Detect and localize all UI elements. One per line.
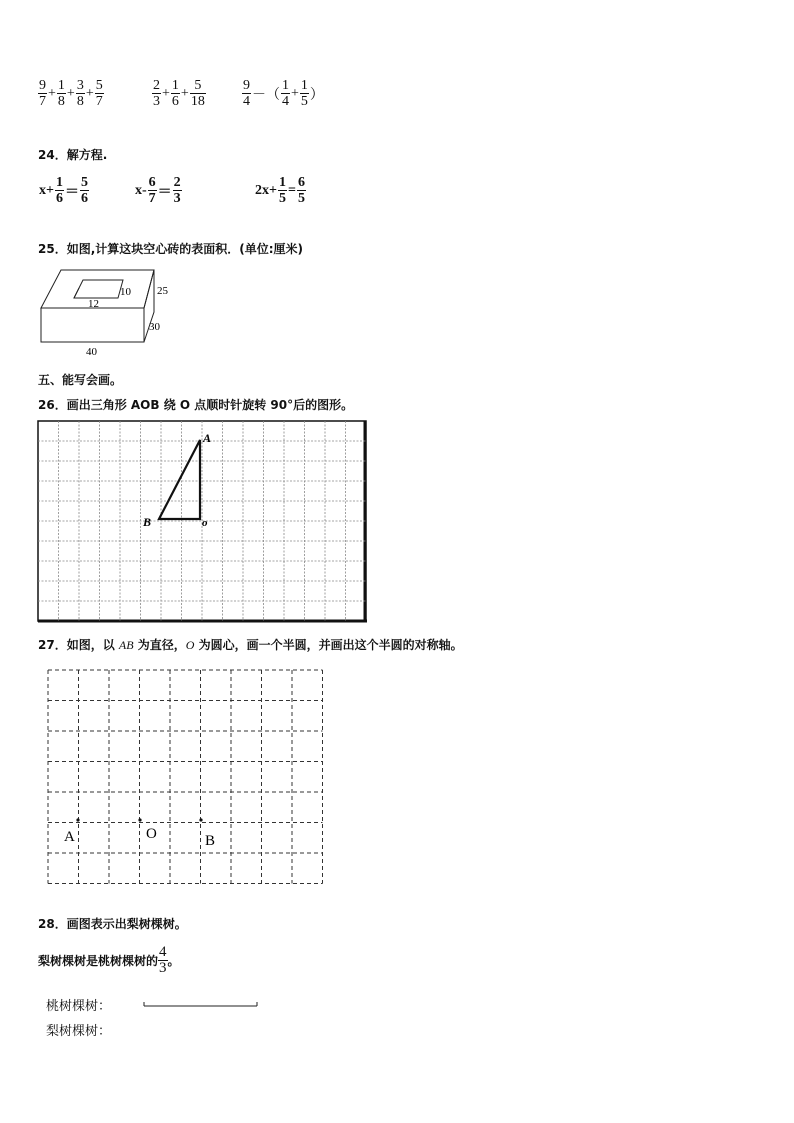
label-point-o: o xyxy=(202,517,208,529)
label-point-b: B xyxy=(143,515,152,529)
label-height: 30 xyxy=(149,321,160,333)
q24-title: 24．解方程. xyxy=(38,148,108,162)
fraction: $\frac{5}{18}$ xyxy=(190,78,205,109)
point-b-dot xyxy=(199,818,202,821)
fraction: $\frac{1}{6}$ xyxy=(171,78,179,109)
fraction: $\frac{5}{6}$ xyxy=(80,175,88,206)
label-hole-width: 12 xyxy=(88,298,99,310)
fraction: $\frac{9}{4}$ xyxy=(243,78,250,109)
label-point-a: A xyxy=(64,829,75,845)
fraction: $\frac{3}{8}$ xyxy=(76,78,84,109)
semicircle-grid xyxy=(46,668,326,886)
expression-row-2: $\frac{2}{3}$ + $\frac{1}{6}$ + $\frac{5}{18}$ xyxy=(153,78,205,109)
fraction: $\frac{9}{7}$ xyxy=(39,78,46,109)
q24-equation-1: x+ $\frac{1}{6}$ ＝ $\frac{5}{6}$ xyxy=(39,175,88,206)
peach-tree-label: 桃树棵树： xyxy=(46,999,112,1014)
fraction: $\frac{2}{3}$ xyxy=(173,175,181,206)
fraction: $\frac{2}{3}$ xyxy=(153,78,160,109)
label-width: 40 xyxy=(86,346,97,358)
label-depth: 25 xyxy=(157,285,168,297)
brick-front-face xyxy=(41,308,144,342)
pear-tree-label: 梨树棵树： xyxy=(46,1024,112,1039)
expression-row-1: $\frac{9}{7}$ + $\frac{1}{8}$ + $\frac{3}{8}$ + $\frac{5}{7}$ xyxy=(39,78,103,109)
label-point-b: B xyxy=(205,833,216,849)
q28-statement: 梨树棵树是桃树棵树的 $\frac{4}{3}$ 。 xyxy=(38,944,180,976)
fraction: $\frac{6}{7}$ xyxy=(148,175,156,206)
q26-title: 26．画出三角形 AOB 绕 O 点顺时针旋转 90°后的图形。 xyxy=(38,398,354,412)
fraction: $\frac{1}{8}$ xyxy=(57,78,65,109)
triangle-aob xyxy=(159,440,200,519)
rotation-grid xyxy=(37,420,369,624)
point-a-dot xyxy=(76,818,79,821)
fraction: $\frac{1}{6}$ xyxy=(55,175,63,206)
label-hole-depth: 10 xyxy=(120,286,131,298)
point-o-dot xyxy=(138,818,141,821)
peach-tree-bar xyxy=(143,999,259,1009)
fraction: $\frac{6}{5}$ xyxy=(297,175,305,206)
fraction: $\frac{5}{7}$ xyxy=(95,78,103,109)
fraction: $\frac{1}{5}$ xyxy=(300,78,308,109)
section-5-title: 五、能写会画。 xyxy=(38,373,123,387)
label-point-o: O xyxy=(146,826,157,842)
hollow-brick-figure xyxy=(34,262,184,362)
brick-hole xyxy=(74,280,123,298)
expression-row-3: $\frac{9}{4}$ －（ $\frac{1}{4}$ + $\frac{1}{5}$ ） xyxy=(243,78,324,109)
q24-equation-3: 2x+ $\frac{1}{5}$ = $\frac{6}{5}$ xyxy=(255,175,305,206)
fraction: $\frac{4}{3}$ xyxy=(159,944,167,976)
q24-equation-2: x- $\frac{6}{7}$ ＝ $\frac{2}{3}$ xyxy=(135,175,181,206)
q27-title: 27．如图，以 AB 为直径，O 为圆心，画一个半圆，并画出这个半圆的对称轴。 xyxy=(38,638,463,652)
q25-title: 25．如图,计算这块空心砖的表面积．(单位:厘米) xyxy=(38,242,304,256)
label-point-a: A xyxy=(203,431,212,445)
q28-title: 28．画图表示出梨树棵树。 xyxy=(38,917,187,931)
fraction: $\frac{1}{5}$ xyxy=(278,175,286,206)
fraction: $\frac{1}{4}$ xyxy=(282,78,289,109)
